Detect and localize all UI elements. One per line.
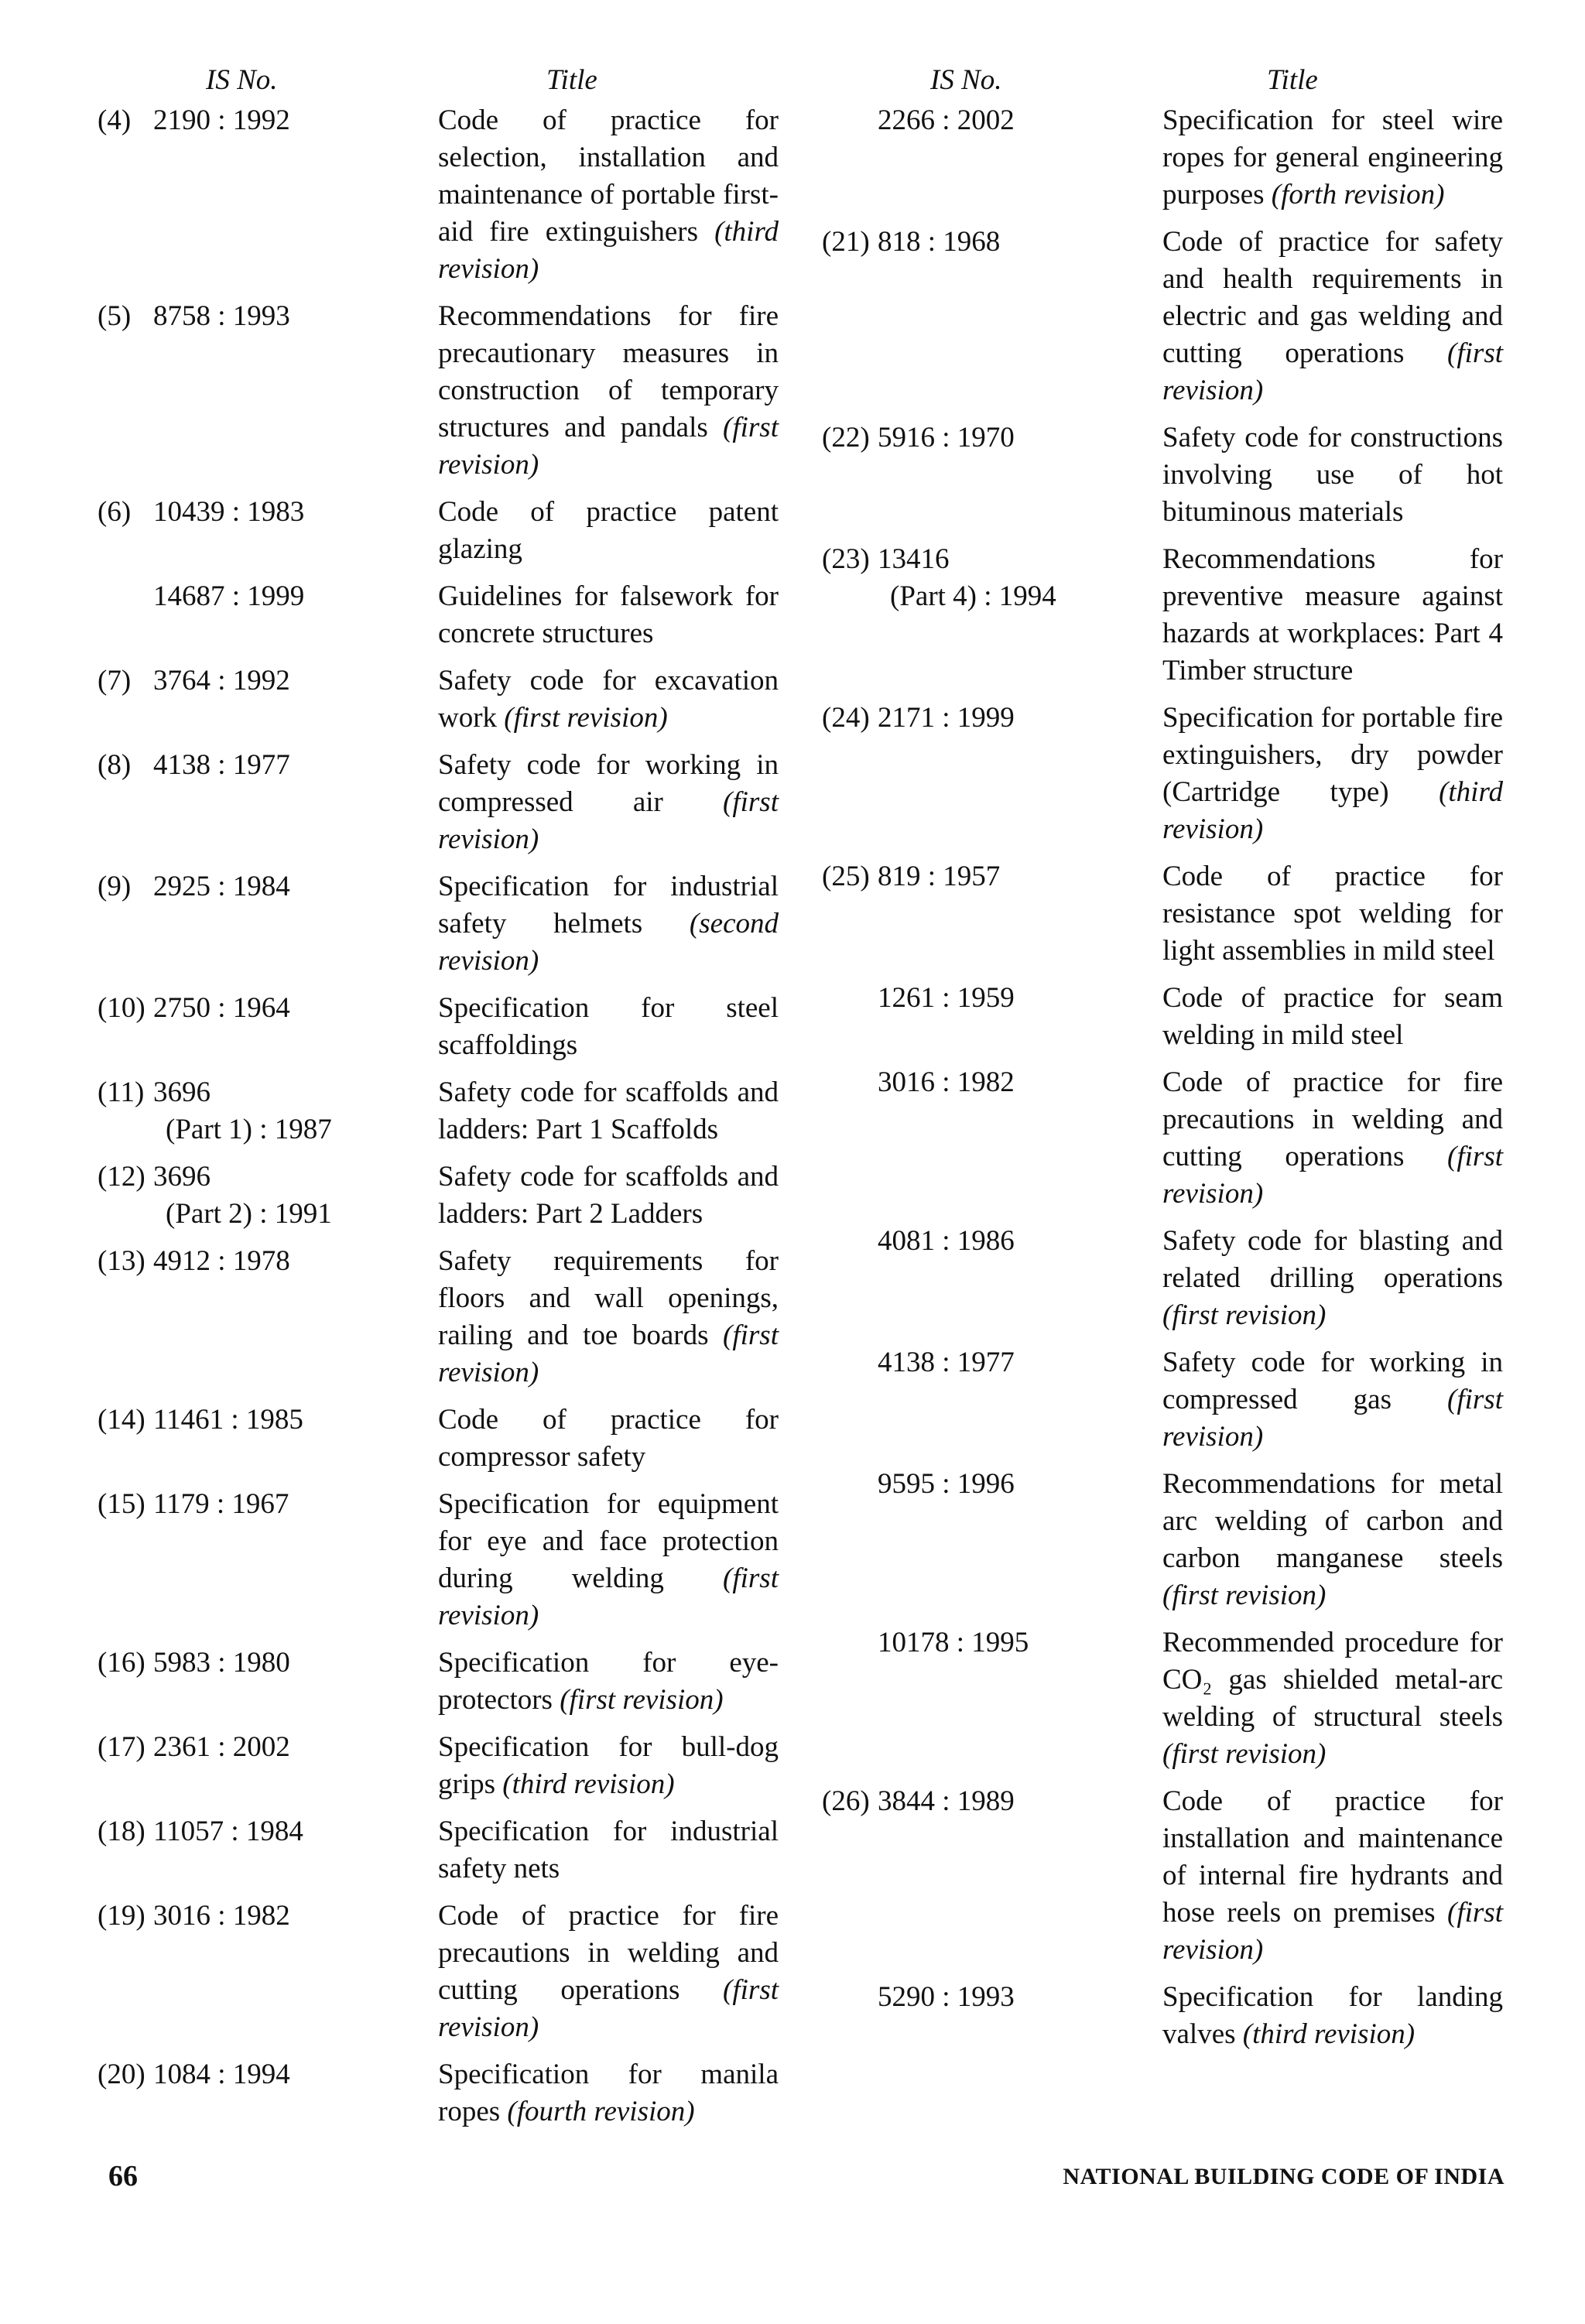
serial-number: (24) <box>822 702 870 734</box>
is-number <box>98 990 438 1027</box>
standard-number: 3016 : 1982 <box>878 1066 1015 1098</box>
standard-entry <box>98 578 786 652</box>
revision-note: (third revision) <box>1242 2018 1416 2050</box>
title-text: Specification for equipment for eye and face protection during welding <box>438 1488 779 1594</box>
is-number <box>822 102 1162 139</box>
is-number <box>98 1729 438 1766</box>
serial-number: (13) <box>98 1245 145 1277</box>
title-text: Specification for steel wire ropes for general engineering purposes <box>1162 104 1503 210</box>
standard-entry <box>822 419 1503 531</box>
is-number <box>822 1466 1162 1503</box>
standard-entry <box>98 1402 786 1476</box>
standard-number: 2361 : 2002 <box>153 1731 290 1763</box>
serial-number: (23) <box>822 543 870 575</box>
standard-title <box>1162 1223 1503 1334</box>
title-text: Code of practice for seam welding in mild steel <box>1162 982 1503 1051</box>
revision-note: (first revision) <box>1162 1738 1327 1770</box>
standard-number: 8758 : 1993 <box>153 300 290 332</box>
standard-number: 5916 : 1970 <box>878 422 1015 454</box>
standard-title <box>438 1813 779 1888</box>
standard-title <box>1162 541 1503 690</box>
is-number <box>98 1159 438 1233</box>
standard-title <box>438 298 779 484</box>
serial-number: (4) <box>98 104 132 136</box>
standard-title <box>438 990 779 1064</box>
standard-entry <box>98 1898 786 2046</box>
title-text: Specification for industrial safety helmets <box>438 871 779 940</box>
standard-number: 9595 : 1996 <box>878 1468 1015 1500</box>
standard-number: 2266 : 2002 <box>878 104 1015 136</box>
title-text: Recommended procedure for CO₂ gas shielded metal-arc welding of structural steels <box>1162 1627 1503 1733</box>
title-text: Code of practice for fire precautions in welding and cutting operations <box>438 1900 779 2006</box>
revision-note: (first revision) <box>438 1974 779 2043</box>
title-text: Safety code for scaffolds and ladders: Part 1 Scaffolds <box>438 1076 779 1145</box>
standard-number: 4138 : 1977 <box>153 749 290 781</box>
standard-entry <box>822 1223 1503 1334</box>
is-number <box>98 2056 438 2093</box>
is-number <box>822 700 1162 737</box>
standard-title <box>438 1074 779 1148</box>
is-number <box>98 1486 438 1523</box>
is-number <box>822 1624 1162 1662</box>
standard-title <box>438 1159 779 1233</box>
standard-title <box>1162 224 1503 409</box>
standard-title <box>1162 1979 1503 2053</box>
serial-number: (15) <box>98 1488 145 1520</box>
title-text: Code of practice for resistance spot welding for light assemblies in mild steel <box>1162 861 1503 967</box>
standard-number: 11461 : 1985 <box>153 1404 303 1436</box>
standard-number: 11057 : 1984 <box>153 1816 303 1847</box>
serial-number: (12) <box>98 1161 145 1193</box>
revision-note: (first revision) <box>1162 1384 1503 1453</box>
page-number: 66 <box>108 2160 138 2192</box>
standard-title <box>1162 419 1503 531</box>
standard-entry <box>98 662 786 737</box>
title-text: Code of practice for safety and health requirements in electric and gas welding and cutting operations <box>1162 226 1503 369</box>
title-header: Title <box>546 64 597 96</box>
serial-number: (16) <box>98 1647 145 1679</box>
revision-note: (first revision) <box>438 1319 779 1388</box>
title-text: Specification for industrial safety nets <box>438 1816 779 1884</box>
standard-entry <box>98 2056 786 2131</box>
part-number: (Part 1) : 1987 <box>166 1114 332 1145</box>
serial-number: (21) <box>822 226 870 258</box>
standard-entry <box>98 868 786 980</box>
revision-note: (first revision) <box>1162 1141 1504 1210</box>
title-text: Safety code for excavation work <box>438 665 779 734</box>
standard-number: 819 : 1957 <box>878 861 1001 892</box>
standard-title <box>438 1729 779 1803</box>
title-text: Specification for landing valves <box>1162 1981 1503 2050</box>
standard-entry <box>822 1064 1503 1213</box>
standard-title <box>438 494 779 568</box>
standard-entry <box>822 224 1503 409</box>
standard-number: 10178 : 1995 <box>878 1627 1029 1658</box>
is-number <box>98 662 438 700</box>
standard-number: 4138 : 1977 <box>878 1347 1015 1378</box>
serial-number: (22) <box>822 422 870 454</box>
is-number <box>98 1898 438 1935</box>
standard-title <box>1162 858 1503 970</box>
standard-number: 13416 <box>878 543 950 575</box>
standard-entry <box>98 1074 786 1148</box>
standard-entry <box>822 980 1503 1054</box>
standard-entry <box>822 1624 1503 1773</box>
standard-number: 3696 <box>153 1076 211 1108</box>
standard-number: 1084 : 1994 <box>153 2059 290 2090</box>
title-text: Safety code for scaffolds and ladders: Part 2 Ladders <box>438 1161 779 1230</box>
right-column <box>822 63 1503 2063</box>
standard-title <box>1162 700 1503 848</box>
is-number <box>98 494 438 531</box>
standard-title <box>438 1243 779 1391</box>
standard-number: 818 : 1968 <box>878 226 1001 258</box>
serial-number: (6) <box>98 496 132 528</box>
standard-entry <box>822 700 1503 848</box>
revision-note: (first revision) <box>560 1684 724 1716</box>
is-number <box>822 980 1162 1017</box>
title-text: Safety code for constructions involving use of hot bituminous materials <box>1162 422 1503 528</box>
standard-entry <box>98 1813 786 1888</box>
is-number <box>98 578 438 615</box>
standard-title <box>438 1402 779 1476</box>
is-number <box>98 1402 438 1439</box>
isno-header: IS No. <box>206 64 278 96</box>
standard-title <box>438 868 779 980</box>
is-number <box>822 1223 1162 1260</box>
title-text: Specification for portable fire extinguishers, dry powder (Cartridge type) <box>1162 702 1503 808</box>
serial-number: (8) <box>98 749 132 781</box>
revision-note: (first revision) <box>1162 337 1504 406</box>
revision-note: (first revision) <box>1162 1580 1327 1611</box>
standard-entry <box>98 990 786 1064</box>
serial-number: (11) <box>98 1076 145 1108</box>
part-number: (Part 2) : 1991 <box>166 1198 332 1230</box>
title-text: Specification for bull-dog grips <box>438 1731 779 1800</box>
standard-entry <box>822 102 1503 214</box>
left-column <box>98 63 786 2141</box>
revision-note: (first revision) <box>438 412 779 481</box>
part-number: (Part 4) : 1994 <box>890 580 1056 612</box>
right-column-header <box>822 63 1503 102</box>
title-text: Safety code for working in compressed air <box>438 749 779 818</box>
is-number <box>98 1243 438 1280</box>
standard-title <box>438 1645 779 1719</box>
standard-number: 4912 : 1978 <box>153 1245 290 1277</box>
revision-note: (first revision) <box>1162 1299 1327 1331</box>
is-number <box>822 1783 1162 1820</box>
standard-number: 3844 : 1989 <box>878 1785 1015 1817</box>
standard-entry <box>98 747 786 858</box>
revision-note: (forth revision) <box>1271 179 1445 210</box>
title-header: Title <box>1267 64 1318 96</box>
revision-note: (first revision) <box>438 1562 779 1631</box>
standard-entry <box>98 102 786 288</box>
title-text: Specification for steel scaffoldings <box>438 992 779 1061</box>
title-text: Safety code for working in compressed gas <box>1162 1347 1503 1415</box>
standard-entry <box>822 1783 1503 1969</box>
serial-number: (14) <box>98 1404 145 1436</box>
is-number <box>98 102 438 139</box>
serial-number: (20) <box>98 2059 145 2090</box>
standard-number: 2190 : 1992 <box>153 104 290 136</box>
revision-note: (first revision) <box>438 786 779 855</box>
title-text: Safety code for blasting and related drilling operations <box>1162 1225 1503 1294</box>
serial-number: (10) <box>98 992 145 1024</box>
left-entry-list <box>98 102 786 2131</box>
standard-entry <box>98 1729 786 1803</box>
serial-number: (26) <box>822 1785 870 1817</box>
standard-title <box>1162 1783 1503 1969</box>
standard-number: 2925 : 1984 <box>153 871 290 902</box>
is-number <box>98 1813 438 1850</box>
standard-title <box>1162 1064 1503 1213</box>
serial-number: (9) <box>98 871 132 902</box>
serial-number: (25) <box>822 861 870 892</box>
is-number <box>822 858 1162 895</box>
left-column-header <box>98 63 786 102</box>
is-number <box>98 298 438 335</box>
revision-note: (third revision) <box>1162 776 1503 845</box>
title-text: Code of practice patent glazing <box>438 496 779 565</box>
serial-number: (5) <box>98 300 132 332</box>
standard-entry <box>822 858 1503 970</box>
standard-title <box>438 1898 779 2046</box>
revision-note: (first revision) <box>504 702 668 734</box>
revision-note: (third revision) <box>502 1768 675 1800</box>
standard-number: 3696 <box>153 1161 211 1193</box>
standard-title <box>1162 1344 1503 1456</box>
standard-title <box>1162 1466 1503 1614</box>
standard-entry <box>98 1159 786 1233</box>
title-text: Recommendations for fire precautionary measures in construction of temporary structures and pandals <box>438 300 779 443</box>
standard-title <box>438 1486 779 1634</box>
title-text: Specification for eye-protectors <box>438 1647 779 1716</box>
standard-number: 5290 : 1993 <box>878 1981 1015 2013</box>
serial-number: (17) <box>98 1731 145 1763</box>
revision-note: (third revision) <box>438 216 779 285</box>
standard-title <box>438 662 779 737</box>
standard-number: 3764 : 1992 <box>153 665 290 697</box>
standard-title <box>438 102 779 288</box>
standard-title <box>438 2056 779 2131</box>
is-number <box>822 541 1162 615</box>
standard-entry <box>822 1466 1503 1614</box>
title-text: Safety requirements for floors and wall openings, railing and toe boards <box>438 1245 779 1351</box>
is-number <box>822 1344 1162 1381</box>
standard-entry <box>98 1645 786 1719</box>
is-number <box>822 419 1162 457</box>
standard-number: 14687 : 1999 <box>153 580 305 612</box>
is-number <box>822 1064 1162 1101</box>
is-number <box>98 1074 438 1148</box>
book-title: NATIONAL BUILDING CODE OF INDIA <box>1063 2164 1505 2189</box>
standard-title <box>1162 1624 1503 1773</box>
standard-entry <box>98 1243 786 1391</box>
title-text: Code of practice for installation and maintenance of internal fire hydrants and hose reels on premises <box>1162 1785 1503 1929</box>
standard-title <box>1162 980 1503 1054</box>
title-text: Recommendations for preventive measure against hazards at workplaces: Part 4 Timber structure <box>1162 543 1503 686</box>
serial-number: (19) <box>98 1900 145 1932</box>
title-text: Specification for manila ropes <box>438 2059 779 2127</box>
standard-entry <box>98 494 786 568</box>
revision-note: (fourth revision) <box>507 2096 695 2127</box>
standard-number: 1179 : 1967 <box>153 1488 289 1520</box>
is-number <box>822 224 1162 261</box>
standard-title <box>438 747 779 858</box>
title-text: Recommendations for metal arc welding of carbon and carbon manganese steels <box>1162 1468 1503 1574</box>
is-number <box>822 1979 1162 2016</box>
revision-note: (first revision) <box>1162 1897 1503 1966</box>
standard-number: 2750 : 1964 <box>153 992 290 1024</box>
standard-entry <box>822 1979 1503 2053</box>
is-number <box>98 747 438 784</box>
standard-number: 3016 : 1982 <box>153 1900 290 1932</box>
standard-title <box>438 578 779 652</box>
standard-number: 5983 : 1980 <box>153 1647 290 1679</box>
title-text: Code of practice for compressor safety <box>438 1404 779 1473</box>
standard-title <box>1162 102 1503 214</box>
is-number <box>98 1645 438 1682</box>
title-text: Guidelines for falsework for concrete structures <box>438 580 779 649</box>
title-text: Code of practice for fire precautions in welding and cutting operations <box>1162 1066 1503 1172</box>
is-number <box>98 868 438 905</box>
title-text: Code of practice for selection, installation and maintenance of portable first-aid fire extinguishers <box>438 104 779 248</box>
standard-entry <box>822 1344 1503 1456</box>
serial-number: (18) <box>98 1816 145 1847</box>
standard-entry <box>98 1486 786 1634</box>
right-entry-list <box>822 102 1503 2053</box>
standard-entry <box>822 541 1503 690</box>
standard-entry <box>98 298 786 484</box>
standard-number: 4081 : 1986 <box>878 1225 1015 1257</box>
standard-number: 10439 : 1983 <box>153 496 305 528</box>
isno-header: IS No. <box>930 64 1002 96</box>
standard-number: 2171 : 1999 <box>878 702 1015 734</box>
revision-note: (second revision) <box>438 908 779 977</box>
serial-number: (7) <box>98 665 132 697</box>
standard-number: 1261 : 1959 <box>878 982 1015 1014</box>
